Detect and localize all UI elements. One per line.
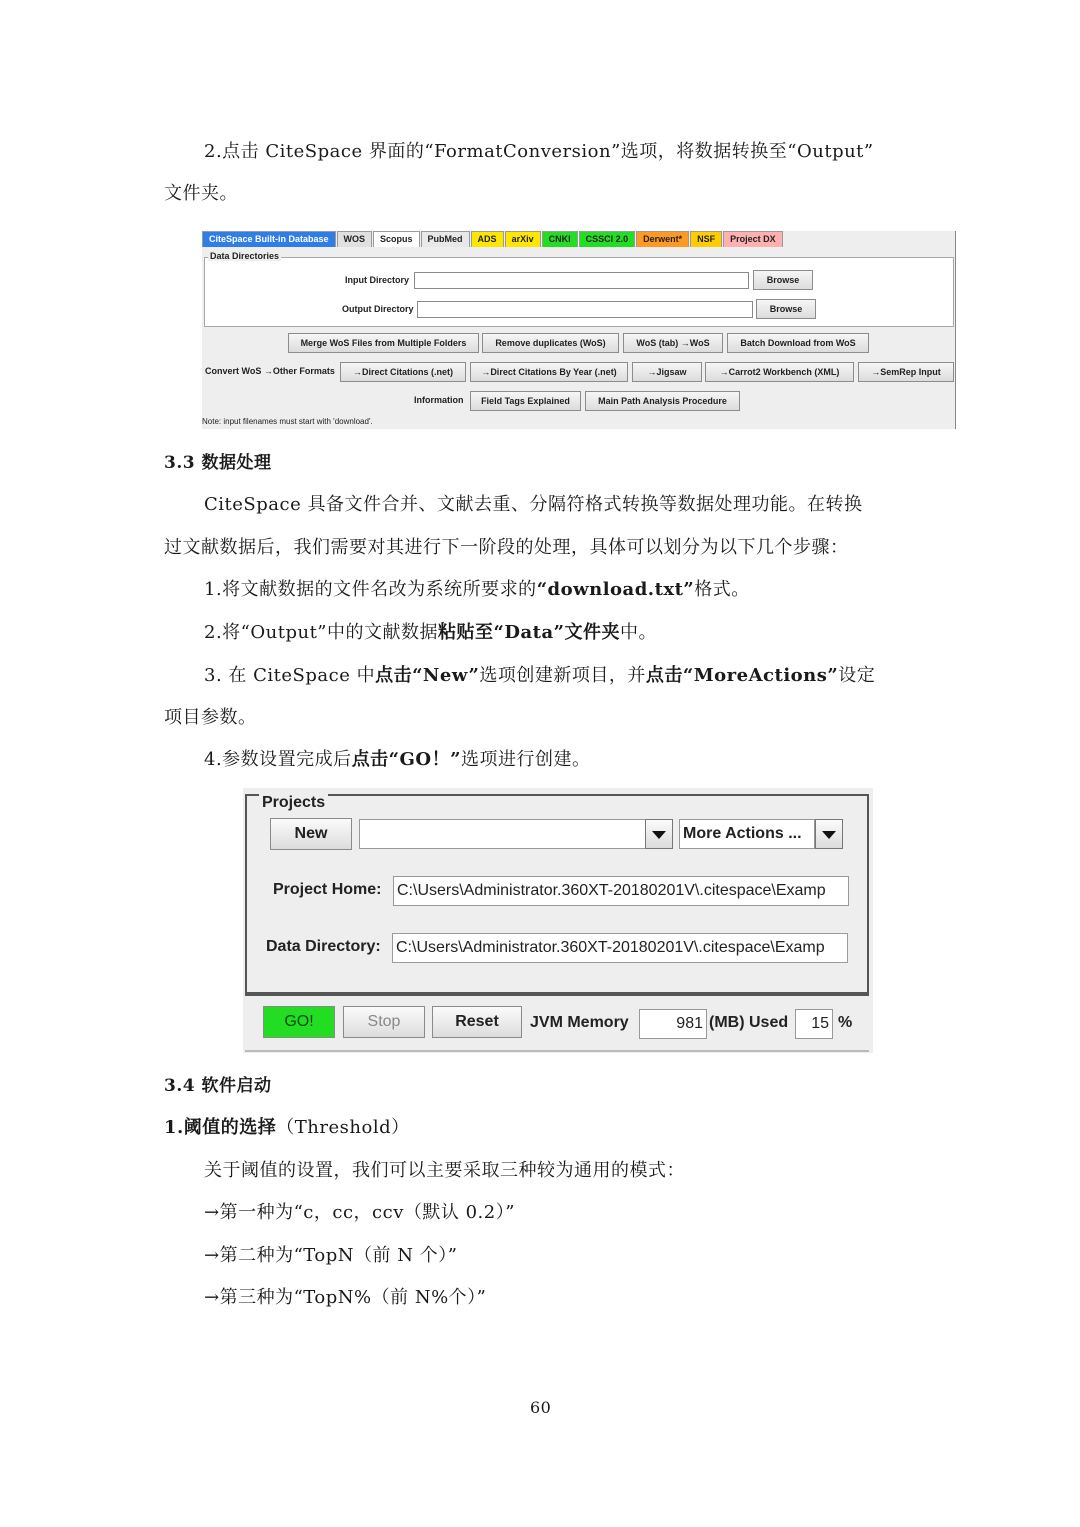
step-3-line2: 项目参数。 — [164, 707, 257, 728]
page-number: 60 — [530, 1398, 552, 1417]
output-directory-label: Output Directory — [342, 304, 414, 314]
step-4 — [204, 748, 590, 772]
step3-text-e: 设定 — [838, 665, 876, 686]
carrot2-button[interactable]: →Carrot2 Workbench (XML) — [705, 362, 854, 382]
threshold-heading-a: 1.阈值的选择 — [164, 1117, 277, 1138]
section-3-3-p1-line2: 过文献数据后，我们需要对其进行下一阶段的处理，具体可以划分为以下几个步骤： — [164, 537, 849, 558]
section-3-3-p1-line1: CiteSpace 具备文件合并、文献去重、分隔符格式转换等数据处理功能。在转换 — [204, 494, 863, 515]
threshold-mode-2: →第二种为“TopN（前 N 个）” — [204, 1245, 458, 1266]
tab-citespace-built-in-database[interactable]: CiteSpace Built-in Database — [202, 231, 336, 247]
input-directory-label: Input Directory — [345, 275, 410, 285]
project-home-field[interactable]: C:\Users\Administrator.360XT-20180201V\.citespace\Examp — [393, 876, 849, 906]
data-directories-panel — [204, 251, 954, 327]
more-actions-select[interactable]: More Actions ... — [679, 819, 815, 849]
step3-text-d: 点击“MoreActions” — [645, 665, 839, 686]
information-label: Information — [414, 395, 464, 405]
input-directory-field[interactable] — [414, 272, 749, 289]
threshold-intro: 关于阈值的设置，我们可以主要采取三种较为通用的模式： — [204, 1160, 685, 1181]
step2-text-c: 中。 — [619, 622, 657, 643]
format-conversion-screenshot — [202, 231, 956, 429]
step3-text-b: 点击“New” — [375, 665, 480, 686]
projects-bottom-bar — [245, 994, 869, 1052]
step3-text-a: 3. 在 CiteSpace 中 — [204, 665, 376, 686]
reset-button[interactable]: Reset — [432, 1006, 522, 1038]
wos-tab-button[interactable]: WoS (tab) →WoS — [623, 333, 723, 353]
step4-text-c: 选项进行创建。 — [460, 749, 591, 770]
projects-title: Projects — [259, 794, 328, 812]
step4-text-b: 点击“GO！” — [351, 749, 461, 770]
semrep-button[interactable]: →SemRep Input — [858, 362, 954, 382]
new-button[interactable]: New — [270, 818, 352, 850]
database-tabs — [202, 231, 784, 248]
used-percent-value: 15 — [795, 1009, 833, 1039]
tab-arxiv[interactable]: arXiv — [505, 231, 541, 247]
tab-cssci-2-0[interactable]: CSSCI 2.0 — [579, 231, 636, 247]
step-2 — [204, 621, 657, 645]
tab-wos[interactable]: WOS — [337, 231, 373, 247]
section-3-3-heading: 3.3 数据处理 — [164, 453, 272, 473]
step1-text-a: 1.将文献数据的文件名改为系统所要求的 — [204, 579, 537, 600]
step-3 — [204, 664, 875, 688]
field-tags-button[interactable]: Field Tags Explained — [470, 391, 581, 411]
input-filename-note: Note: input filenames must start with 'download'. — [202, 417, 373, 426]
threshold-mode-1: →第一种为“c，cc，ccv（默认 0.2）” — [204, 1202, 515, 1223]
tab-scopus[interactable]: Scopus — [373, 231, 420, 247]
threshold-mode-3: →第三种为“TopN%（前 N%个）” — [204, 1287, 487, 1308]
step1-text-c: 格式。 — [694, 579, 750, 600]
threshold-heading-b: （Threshold） — [276, 1117, 410, 1138]
step2-text-a: 2.将“Output”中的文献数据 — [204, 622, 439, 643]
data-directories-title: Data Directories — [210, 251, 280, 261]
tab-nsf[interactable]: NSF — [690, 231, 722, 247]
step2-text-b: 粘贴至“Data”文件夹 — [438, 622, 620, 643]
batch-download-button[interactable]: Batch Download from WoS — [727, 333, 869, 353]
more-actions-chevron-down-icon[interactable] — [815, 819, 843, 849]
step3-text-c: 选项创建新项目，并 — [479, 665, 646, 686]
jvm-memory-label: JVM Memory — [530, 1014, 629, 1031]
output-browse-button[interactable]: Browse — [756, 299, 816, 319]
tab-ads[interactable]: ADS — [471, 231, 504, 247]
input-browse-button[interactable]: Browse — [753, 270, 813, 290]
tab-project-dx[interactable]: Project DX — [723, 231, 783, 247]
jigsaw-button[interactable]: →Jigsaw — [632, 362, 702, 382]
mb-used-label: (MB) Used — [709, 1014, 789, 1031]
project-select-chevron-down-icon[interactable] — [645, 819, 673, 849]
tab-derwent[interactable]: Derwent* — [636, 231, 689, 247]
stop-button[interactable]: Stop — [343, 1006, 425, 1038]
tab-cnki[interactable]: CNKI — [542, 231, 578, 247]
jvm-memory-value: 981 — [639, 1009, 707, 1039]
percent-label: % — [838, 1014, 853, 1031]
convert-formats-label: Convert WoS →Other Formats — [205, 366, 335, 376]
direct-citations-by-year-button[interactable]: →Direct Citations By Year (.net) — [470, 362, 628, 382]
main-path-button[interactable]: Main Path Analysis Procedure — [585, 391, 740, 411]
step1-text-b: “download.txt” — [536, 579, 695, 600]
remove-duplicates-button[interactable]: Remove duplicates (WoS) — [482, 333, 619, 353]
merge-wos-button[interactable]: Merge WoS Files from Multiple Folders — [288, 333, 479, 353]
data-directory-field[interactable]: C:\Users\Administrator.360XT-20180201V\.citespace\Examp — [392, 933, 848, 963]
go-button[interactable]: GO! — [263, 1006, 335, 1038]
step4-text-a: 4.参数设置完成后 — [204, 749, 352, 770]
output-directory-field[interactable] — [417, 301, 753, 318]
step-1 — [204, 578, 750, 602]
paragraph-format-conversion-line2: 文件夹。 — [164, 183, 238, 204]
tab-pubmed[interactable]: PubMed — [421, 231, 470, 247]
paragraph-format-conversion-line1: 2.点击 CiteSpace 界面的“FormatConversion”选项，将数据转换至“Output” — [204, 141, 874, 162]
project-select[interactable] — [359, 819, 647, 849]
projects-frame — [245, 794, 869, 994]
data-directory-label: Data Directory: — [266, 938, 381, 955]
section-3-4-heading: 3.4 软件启动 — [164, 1076, 272, 1096]
projects-screenshot — [243, 788, 873, 1053]
direct-citations-button[interactable]: →Direct Citations (.net) — [340, 362, 466, 382]
threshold-heading — [164, 1116, 410, 1140]
project-home-label: Project Home: — [273, 881, 382, 898]
